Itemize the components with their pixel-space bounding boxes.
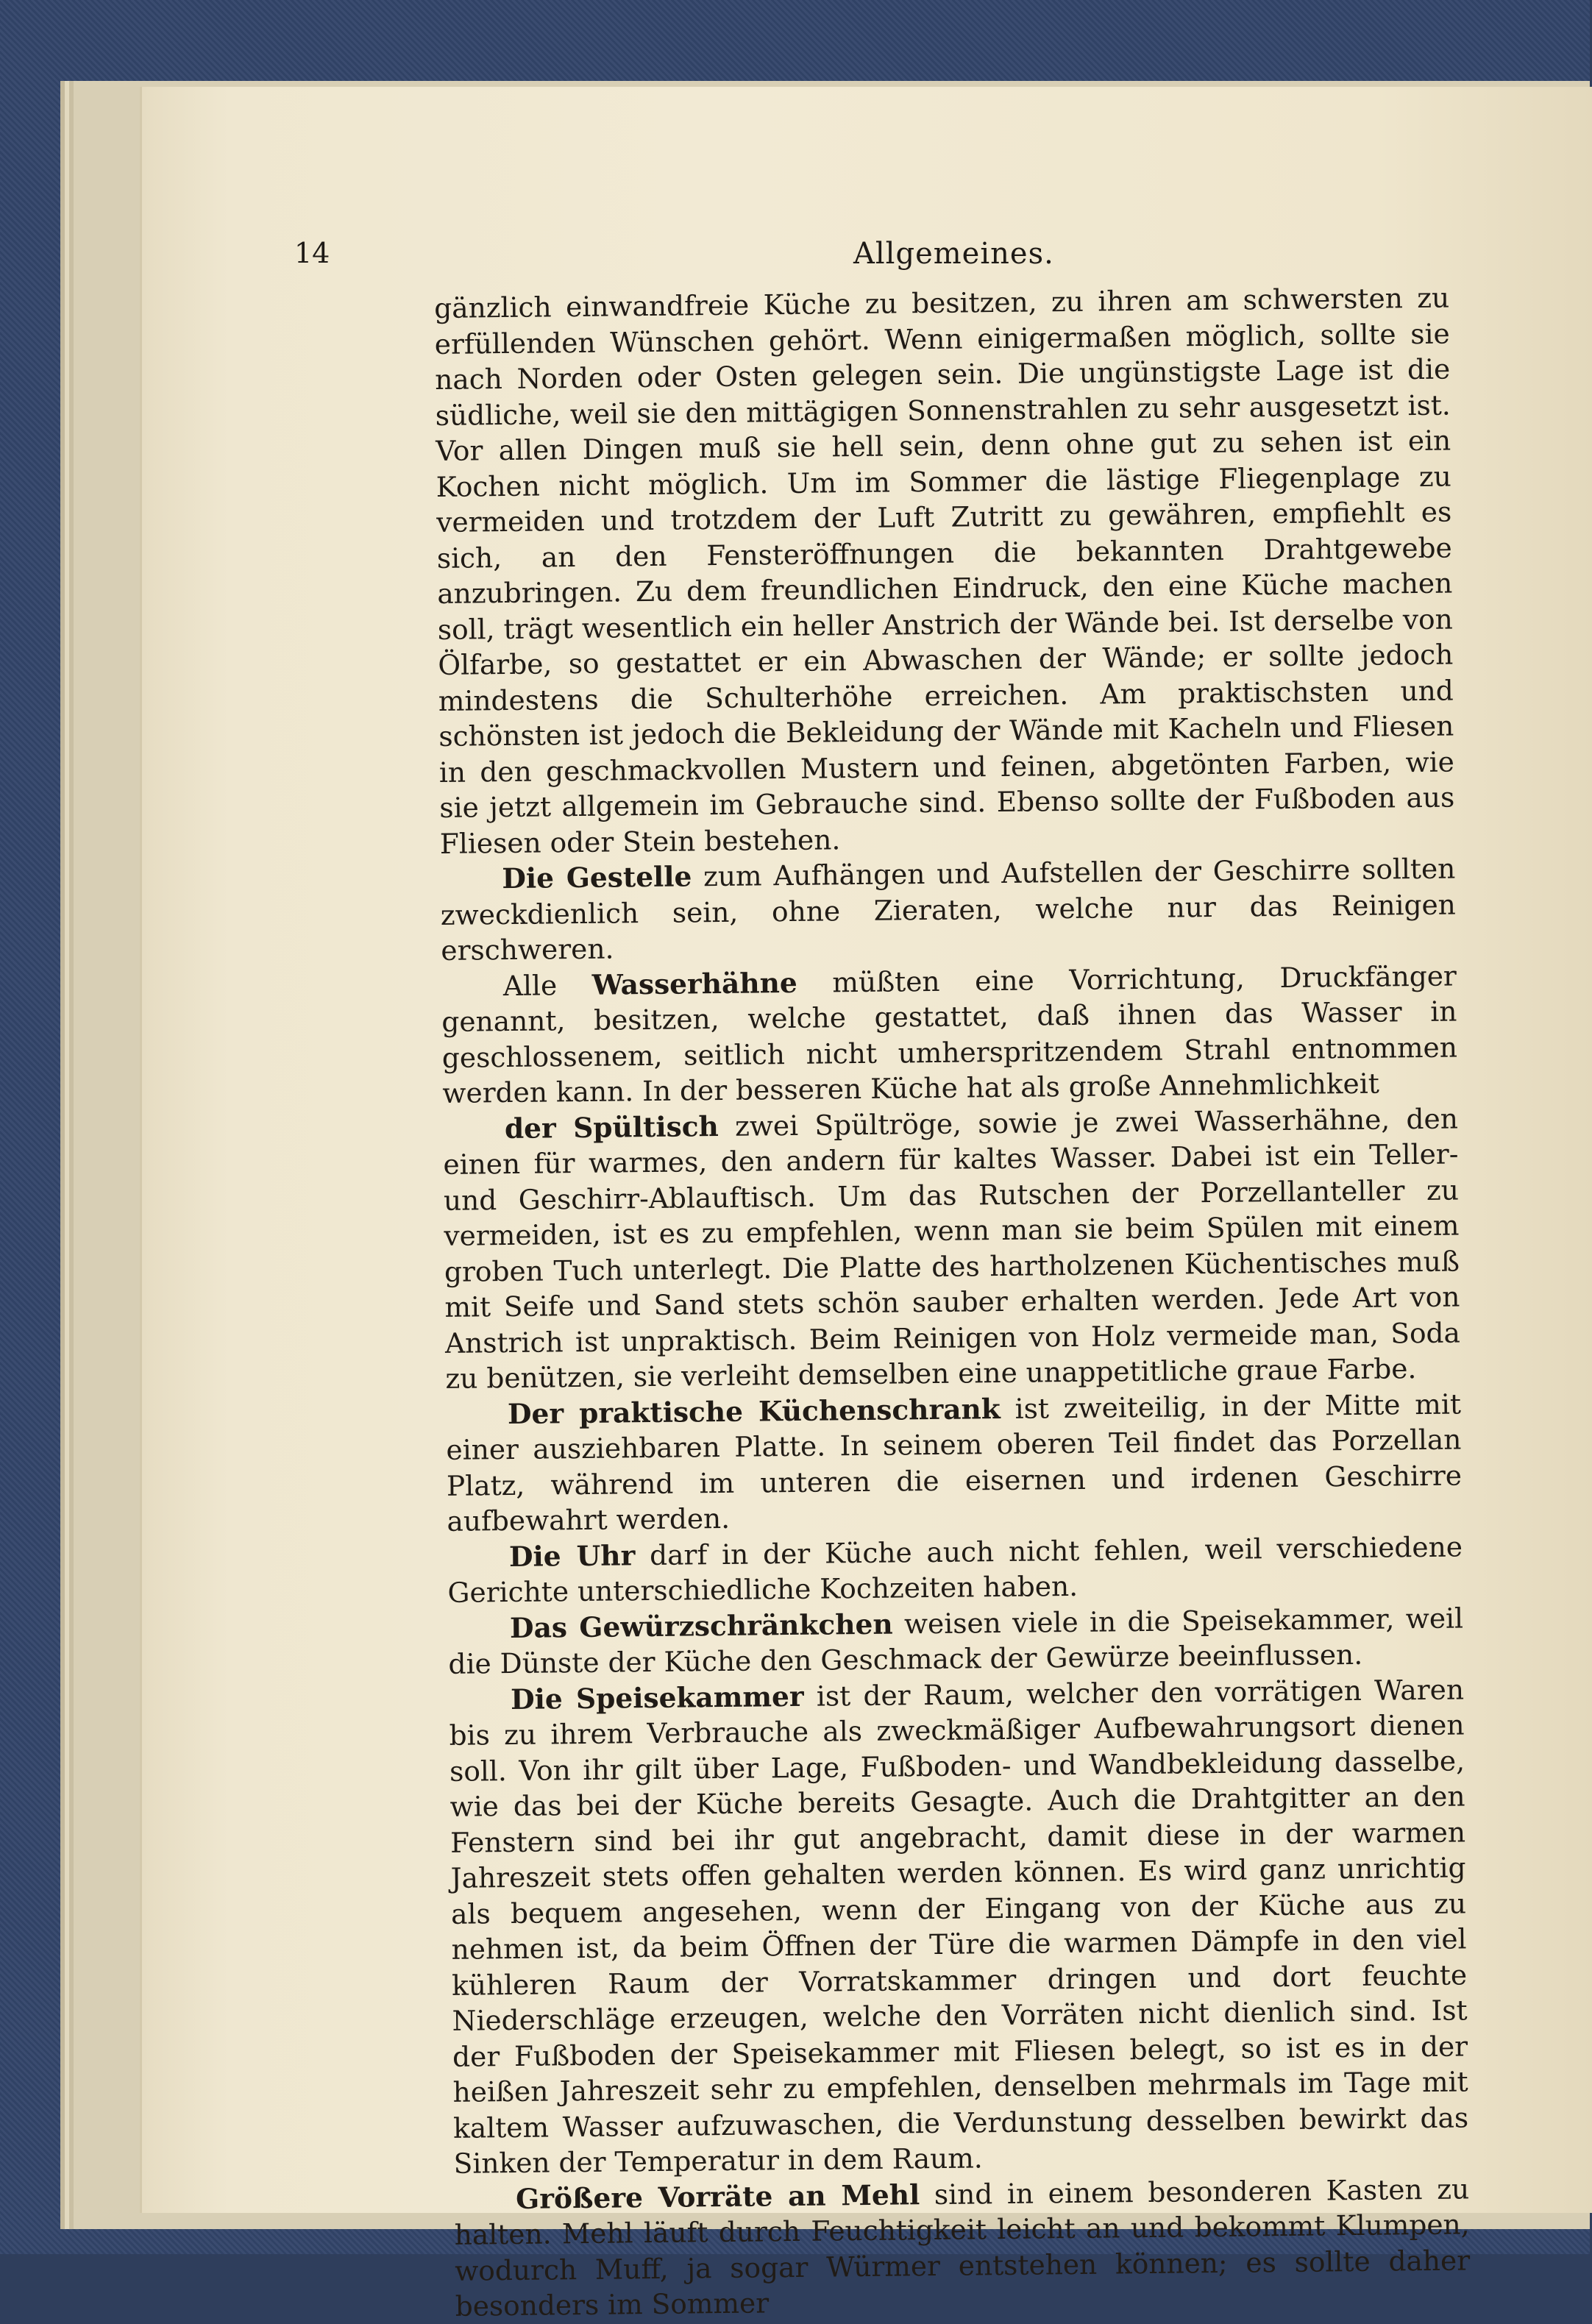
paragraph-lead: Das Gewürzschränkchen	[509, 1607, 893, 1644]
paragraph-gestelle	[440, 851, 1456, 969]
running-title: Allgemeines.	[853, 237, 1054, 271]
paragraph-text: darf in der Küche auch nicht fehlen, weil verschiedene Gerichte unterschiedliche Kochzeiten haben.	[447, 1529, 1463, 1609]
paragraph-text: müßten eine Vorrichtung, Druckfänger genannt, besitzen, welche gestattet, daß ihnen das Wasser in geschlossenem, seitlich nicht umherspritzendem Strahl entnommen werden kann. In der besseren Küche hat als große Annehmlichkeit	[441, 959, 1458, 1109]
paragraph-uhr	[447, 1529, 1463, 1610]
paragraph-mehl	[454, 2171, 1471, 2324]
page-header	[294, 230, 1457, 274]
page-number: 14	[294, 237, 330, 269]
paragraph-wasserhaehne	[441, 958, 1458, 1111]
paragraph-lead: Die Speisekammer	[510, 1680, 804, 1716]
paragraph-lead-prefix: Alle	[502, 968, 593, 1002]
paragraph-lead: Die Uhr	[508, 1538, 636, 1573]
paragraph-text: zwei Spültröge, sowie je zwei Wasserhähne, den einen für warmes, den andern für kaltes Wasser. Dabei ist ein Teller- und Geschirr-Ablauftisch. Um das Rutschen der Porzellanteller zu vermeiden, ist es zu empfehlen, wenn man sie beim Spülen mit einem groben Tuch unterlegt. Die Platte des hartholzenen Küchentisches muß mit Seife und Sand stets schön sauber erhalten werden. Jede Art von Anstrich ist unpraktisch. Beim Reinigen von Holz vermeide man, Soda zu benützen, sie verleiht demselben eine unappetitliche graue Farbe.	[443, 1101, 1461, 1395]
paragraph-lead: Größere Vorräte an Mehl	[515, 2178, 920, 2215]
body-text	[434, 280, 1471, 2323]
paragraph-lead: der Spültisch	[504, 1109, 719, 1145]
paragraph-text: gänzlich einwandfreie Küche zu besitzen, zu ihren am schwersten zu erfüllenden Wünschen gehört. Wenn einigermaßen möglich, sollte sie nach Norden oder Osten gelegen sein. Die ungünstigste Lage ist die südliche, weil sie den mittägigen Sonnenstrahlen zu sehr ausgesetzt ist. Vor allen Dingen muß sie hell sein, denn ohne gut zu sehen ist ein Kochen nicht möglich. Um im Sommer die lästige Fliegenplage zu vermeiden und trotzdem der Luft Zutritt zu gewähren, empfiehlt es sich, an den Fensteröffnungen die bekannten Drahtgewebe anzubringen. Zu dem freundlichen Eindruck, den eine Küche machen soll, trägt wesentlich ein heller Anstrich der Wände bei. Ist derselbe von Ölfarbe, so gestattet er ein Abwaschen der Wände; er sollte jedoch mindestens die Schulterhöhe erreichen. Am praktischsten und schönsten ist jedoch die Bekleidung der Wände mit Kacheln und Fliesen in den geschmackvollen Mustern und feinen, abgetönten Farben, wie sie jetzt allgemein im Gebrauche sind. Ebenso sollte der Fußboden aus Fliesen oder Stein bestehen.	[434, 281, 1455, 860]
paragraph-kuechenschrank	[446, 1386, 1463, 1539]
paragraph-lead: Der praktische Küchenschrank	[507, 1392, 1001, 1430]
paragraph-speisekammer	[449, 1671, 1469, 2181]
paragraph-lead: Wasserhähne	[591, 966, 797, 1001]
paragraph-text: ist zweiteilig, in der Mitte mit einer ausziehbaren Platte. In seinem oberen Teil findet das Porzellan Platz, während im unteren die eisernen und irdenen Geschirre aufbewahrt werden.	[446, 1387, 1463, 1538]
paragraph-text: zum Aufhängen und Aufstellen der Geschirre sollten zweckdienlich sein, ohne Zieraten, welche nur das Reinigen erschweren.	[440, 852, 1457, 967]
paragraph-lead: Die Gestelle	[502, 860, 692, 895]
paragraph-text: sind in einem besonderen Kasten zu halten. Mehl läuft durch Feuchtigkeit leicht an und bekommt Klumpen, wodurch Muff, ja sogar Würmer entstehen können; es sollte daher besonders im Sommer	[454, 2172, 1471, 2323]
paragraph-text: weisen viele in die Speisekammer, weil die Dünste der Küche den Geschmack der Gewürze beeinflussen.	[448, 1601, 1464, 1680]
paragraph-kitchen-location	[434, 280, 1455, 861]
paragraph-spueltisch	[443, 1101, 1461, 1396]
paragraph-gewuerzschraenkchen	[448, 1600, 1464, 1682]
paragraph-text: ist der Raum, welcher den vorrätigen Waren bis zu ihrem Verbrauche als zweckmäßiger Aufbewahrungsort dienen soll. Von ihr gilt über Lage, Fußboden- und Wandbekleidung dasselbe, wie das bei der Küche bereits Gesagte. Auch die Drahtgitter an den Fenstern sind bei ihr gut angebracht, damit diese in der warmen Jahreszeit stets offen gehalten werden können. Es wird ganz unrichtig als bequem angesehen, wenn der Eingang von der Küche aus zu nehmen ist, da beim Öffnen der Türe die warmen Dämpfe in den viel kühleren Raum der Vorratskammer dringen und dort feuchte Niederschläge erzeugen, welche den Vorräten nicht dienlich sind. Ist der Fußboden der Speisekammer mit Fliesen belegt, so ist es in der heißen Jahreszeit sehr zu empfehlen, denselben mehrmals im Tage mit kaltem Wasser aufzuwaschen, die Verdunstung desselben bewirkt das Sinken der Temperatur in dem Raum.	[449, 1672, 1469, 2180]
